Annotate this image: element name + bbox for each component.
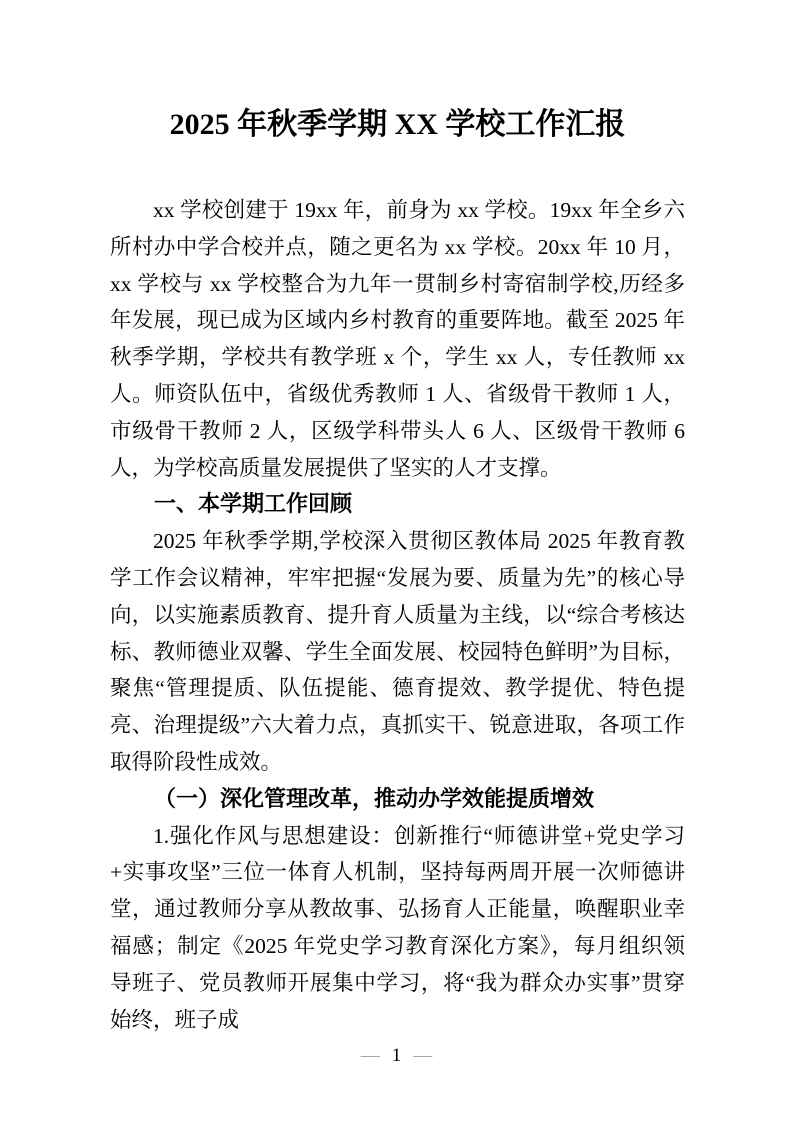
document-blocks [110, 0, 685, 1038]
footer-page-number: 1 [391, 1045, 402, 1066]
body-paragraph: 2025 年秋季学期,学校深入贯彻区教体局 2025 年教育教学工作会议精神，牢牢把握“发展为要、质量为先”的核心导向，以实施素质教育、提升育人质量为主线，以“综合考核达标、教师德业双馨、学生全面发展、校园特色鲜明”为目标，聚焦“管理提质、队伍提能、德育提效、教学提优、特色提亮、治理提级”六大着力点，真抓实干、锐意进取，各项工作取得阶段性成效。 [110, 529, 685, 774]
body-paragraph: 1.强化作风与思想建设：创新推行“师德讲堂+党史学习+实事攻坚”三位一体育人机制，坚持每两周开展一次师德讲堂，通过教师分享从教故事、弘扬育人正能量，唤醒职业幸福感；制定《2025 年党史学习教育深化方案》，每月组织领导班子、党员教师开展集中学习，将“我为群众办实事”贯穿始终，班子成 [110, 823, 685, 1032]
body-paragraph: xx 学校创建于 19xx 年，前身为 xx 学校。19xx 年全乡六所村办中学合校并点，随之更名为 xx 学校。20xx 年 10 月，xx 学校与 xx 学校整合为九年一贯制乡村寄宿制学校,历经多年发展，现已成为区域内乡村教育的重要阵地。截至 2025 年秋季学期，学校共有教学班 x 个，学生 xx 人，专任教师 xx 人。师资队伍中，省级优秀教师 1 人、省级骨干教师 1 人，市级骨干教师 2 人，区级学科带头人 6 人、区级骨干教师 6 人，为学校高质量发展提供了坚实的人才支撑。 [110, 198, 685, 480]
footer-left-dash: — [360, 1045, 380, 1066]
subsection-heading: （一）深化管理改革，推动办学效能提质增效 [154, 785, 595, 811]
page-footer [0, 1044, 793, 1068]
footer-right-dash: — [413, 1045, 433, 1066]
document-title: 2025 年秋季学期 XX 学校工作汇报 [169, 108, 626, 141]
section-heading: 一、本学期工作回顾 [154, 491, 353, 517]
